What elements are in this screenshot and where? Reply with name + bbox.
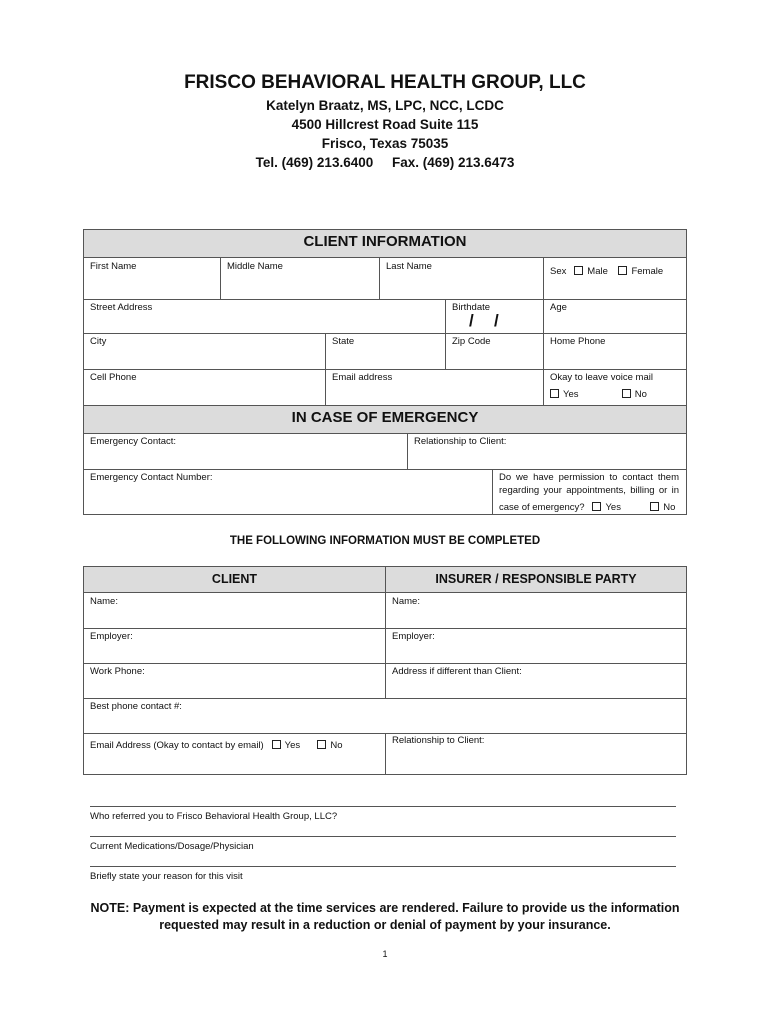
client-info-title: CLIENT INFORMATION: [83, 229, 687, 258]
city-field[interactable]: City: [90, 336, 107, 347]
permission-question: case of emergency?: [499, 502, 585, 513]
emergency-contact-number-field[interactable]: Emergency Contact Number:: [90, 472, 213, 483]
insurer-relationship-field[interactable]: Relationship to Client:: [392, 735, 485, 746]
contact-line: [0, 155, 770, 170]
org-name: FRISCO BEHAVIORAL HEALTH GROUP, LLC: [184, 72, 586, 93]
email-consent-field: [90, 740, 343, 751]
voicemail-no-checkbox[interactable]: [622, 389, 631, 398]
medications-question[interactable]: Current Medications/Dosage/Physician: [90, 841, 254, 852]
voicemail-yes-label: Yes: [563, 389, 579, 400]
emergency-relationship-field[interactable]: Relationship to Client:: [414, 436, 507, 447]
sex-male-checkbox[interactable]: [574, 266, 583, 275]
client-name-field[interactable]: Name:: [90, 596, 118, 607]
insurer-employer-field[interactable]: Employer:: [392, 631, 435, 642]
permission-line-2: regarding your appointments, billing or in: [499, 485, 679, 496]
home-phone-field[interactable]: Home Phone: [550, 336, 606, 347]
sex-male-label: Male: [587, 266, 608, 277]
city-line: Frisco, Texas 75035: [321, 136, 449, 151]
client-employer-field[interactable]: Employer:: [90, 631, 133, 642]
permission-no-label: No: [663, 502, 676, 513]
payment-note-line-2: requested may result in a reduction or denial of payment by your insurance.: [159, 918, 611, 932]
reason-underline: [90, 866, 676, 867]
payment-note-line-1: NOTE: Payment is expected at the time services are rendered. Failure to provide us the information: [90, 901, 680, 915]
permission-no-checkbox[interactable]: [650, 502, 659, 511]
birthdate-separator-1: /: [469, 311, 474, 330]
referral-question[interactable]: Who referred you to Frisco Behavioral Health Group, LLC?: [90, 811, 338, 822]
permission-line-1: Do we have permission to contact them: [499, 472, 679, 483]
client-column-title: CLIENT: [83, 566, 386, 593]
sex-field: [550, 266, 663, 277]
voicemail-label: Okay to leave voice mail: [550, 372, 653, 383]
last-name-field[interactable]: Last Name: [386, 261, 432, 272]
sex-female-checkbox[interactable]: [618, 266, 627, 275]
middle-name-field[interactable]: Middle Name: [227, 261, 283, 272]
age-field[interactable]: Age: [550, 302, 567, 313]
permission-yes-label: Yes: [605, 502, 621, 513]
first-name-field[interactable]: First Name: [90, 261, 137, 272]
emergency-title: IN CASE OF EMERGENCY: [83, 405, 687, 434]
insurer-column-title: INSURER / RESPONSIBLE PARTY: [385, 566, 687, 593]
street-address-line: 4500 Hillcrest Road Suite 115: [291, 117, 479, 132]
email-no-checkbox[interactable]: [317, 740, 326, 749]
birthdate-separator-2: /: [494, 311, 499, 330]
required-info-heading: THE FOLLOWING INFORMATION MUST BE COMPLETED: [229, 535, 541, 547]
medications-underline: [90, 836, 676, 837]
insurer-name-field[interactable]: Name:: [392, 596, 420, 607]
reason-question[interactable]: Briefly state your reason for this visit: [90, 871, 243, 882]
fax-number: Fax. (469) 213.6473: [392, 155, 515, 170]
email-yes-checkbox[interactable]: [272, 740, 281, 749]
cell-phone-field[interactable]: Cell Phone: [90, 372, 137, 383]
emergency-contact-field[interactable]: Emergency Contact:: [90, 436, 177, 447]
referral-underline: [90, 806, 676, 807]
permission-yes-checkbox[interactable]: [592, 502, 601, 511]
provider-name: Katelyn Braatz, MS, LPC, NCC, LCDC: [266, 98, 504, 113]
state-field[interactable]: State: [332, 336, 355, 347]
best-phone-field[interactable]: Best phone contact #:: [90, 701, 182, 712]
birthdate-field[interactable]: Birthdate: [452, 302, 491, 313]
email-address-field[interactable]: Email address: [332, 372, 393, 383]
email-yes-label: Yes: [284, 740, 301, 751]
voicemail-options: [550, 389, 647, 400]
zip-code-field[interactable]: Zip Code: [452, 336, 491, 347]
street-address-field[interactable]: Street Address: [90, 302, 153, 313]
sex-female-label: Female: [631, 266, 664, 277]
voicemail-no-label: No: [634, 389, 647, 400]
permission-line-3: [499, 502, 675, 513]
email-consent-label: Email Address (Okay to contact by email): [90, 740, 264, 751]
insurer-address-field[interactable]: Address if different than Client:: [392, 666, 522, 677]
work-phone-field[interactable]: Work Phone:: [90, 666, 145, 677]
email-no-label: No: [330, 740, 343, 751]
tel-number: Tel. (469) 213.6400: [255, 155, 374, 170]
sex-label: Sex: [550, 266, 567, 277]
page-number: 1: [382, 949, 388, 959]
voicemail-yes-checkbox[interactable]: [550, 389, 559, 398]
